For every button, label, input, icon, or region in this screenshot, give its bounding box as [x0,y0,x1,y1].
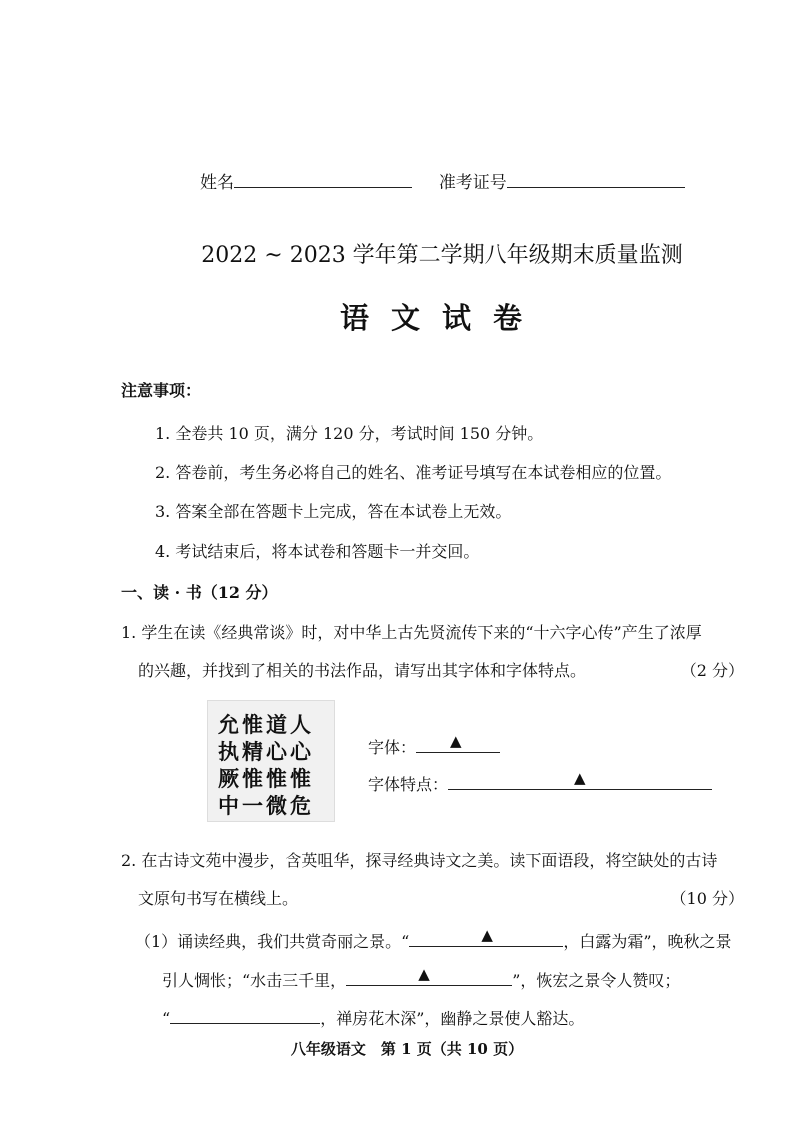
sub-question-text: “ [162,1009,171,1028]
question-1-line-2: 的兴趣，并找到了相关的书法作品，请写出其字体和字体特点。 [138,661,587,680]
question-2-sub-1-line-3 [162,1005,584,1029]
notice-item: 4. 考试结束后，将本试卷和答题卡一并交回。 [155,542,480,561]
page-footer: 八年级语文 第 1 页（共 10 页） [290,1040,524,1058]
subject-title: 语文试卷 [339,301,544,335]
notice-item: 1. 全卷共 10 页，满分 120 分，考试时间 150 分钟。 [155,424,544,443]
sub-question-text: 引人惆怅；“水击三千里， [162,971,347,990]
answer-marker-icon: ▲ [418,965,430,983]
question-1-line-1: 1. 学生在读《经典常谈》时，对中华上古先贤流传下来的“十六字心传”产生了浓厚 [121,623,702,642]
calligraphy-image [207,700,335,822]
question-1-score: （2 分） [680,661,744,680]
notice-item: 2. 答卷前，考生务必将自己的姓名、准考证号填写在本试卷相应的位置。 [155,463,672,482]
calligraphy-row: 执精心心 [218,739,314,764]
exam-title: 2022 ~ 2023 学年第二学期八年级期末质量监测 [201,243,683,268]
font-answer-row [368,734,500,758]
sub-question-text: ，禅房花木深”，幽静之景使人豁达。 [320,1009,585,1028]
calligraphy-row: 中一微危 [218,793,314,818]
sub-question-text: ，白露为霜”，晚秋之景 [563,932,732,951]
notice-item: 3. 答案全部在答题卡上完成，答在本试卷上无效。 [155,502,512,521]
poem-blank-3[interactable] [170,1005,320,1024]
candidate-info-row [200,168,685,193]
question-2-sub-1-line-2 [162,967,680,991]
sub-question-text: （1）诵读经典，我们共赏奇丽之景。“ [135,932,410,951]
font-label: 字体： [368,738,417,757]
poem-blank-2[interactable] [346,967,512,986]
answer-marker-icon: ▲ [481,926,493,944]
calligraphy-row: 允惟道人 [218,712,314,737]
question-2-line-1: 2. 在古诗文苑中漫步，含英咀华，探寻经典诗文之美。读下面语段，将空缺处的古诗 [121,851,718,870]
exam-id-blank[interactable] [507,169,685,188]
question-2-score: （10 分） [670,889,744,908]
name-blank[interactable] [234,169,412,188]
name-label: 姓名 [200,173,234,193]
calligraphy-row: 厥惟惟惟 [218,766,314,791]
poem-blank-1[interactable] [409,928,563,947]
font-blank[interactable] [416,734,500,753]
feature-label: 字体特点： [368,775,449,794]
question-2-sub-1-line-1 [135,928,732,952]
answer-marker-icon: ▲ [574,769,586,787]
sub-question-text: ”，恢宏之景令人赞叹； [512,971,681,990]
exam-id-label: 准考证号 [438,173,507,193]
feature-blank[interactable] [448,771,712,790]
answer-marker-icon: ▲ [450,732,462,750]
question-2-line-2: 文原句书写在横线上。 [138,889,299,908]
feature-answer-row [368,771,712,795]
notice-heading: 注意事项： [121,381,202,400]
section-heading: 一、读 · 书（12 分） [121,583,278,602]
